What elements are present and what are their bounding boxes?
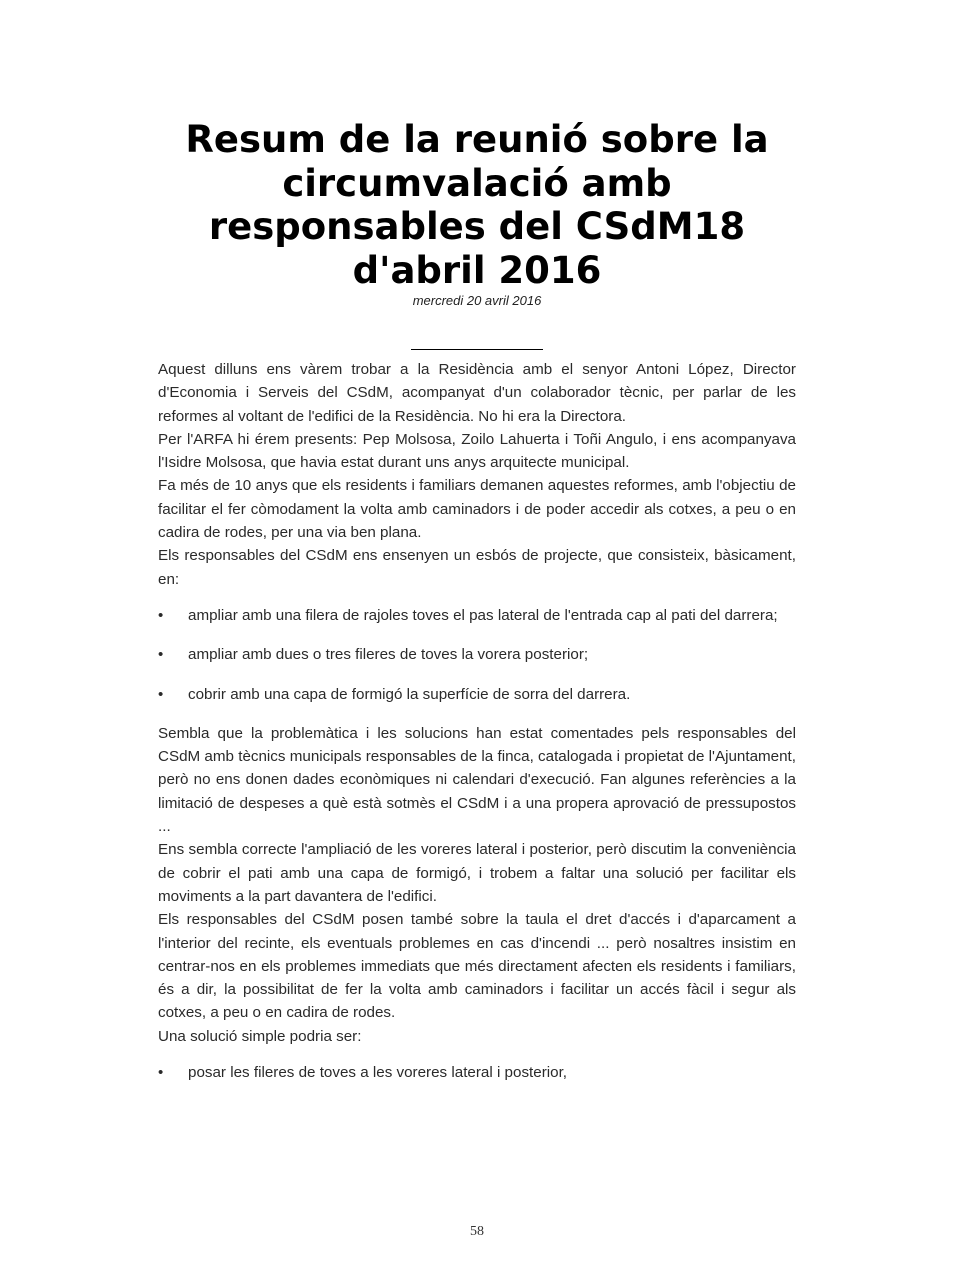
paragraph: Els responsables del CSdM posen també sobre la taula el dret d'accés i d'aparcament a l'interior del recinte, els eventuals problemes en cas d'incendi ... però nosaltres insistim en centrar-nos en els problemes immediats que més directament afecten els residents i familiars, és a dir, la possibilitat de fer la volta amb caminadors i facilitar un accés fàcil i segur als cotxes, a peu o en cadira de rodes.	[158, 911, 796, 1022]
bullet-icon: •	[158, 646, 164, 664]
project-bullet-list	[158, 604, 796, 706]
paragraph: Sembla que la problemàtica i les solucions han estat comentades pels responsables del CSdM amb tècnics municipals responsables de la finca, catalogada i propietat de l'Ajuntament, però no ens donen dades econòmiques ni calendari d'execució. Fan algunes referències a la limitació de despeses a què està sotmès el CSdM i a una propera aprovació de pressupostos ...	[158, 724, 796, 836]
list-item-text: posar les fileres de toves a les voreres lateral i posterior,	[188, 1064, 568, 1082]
paragraph: Per l'ARFA hi érem presents: Pep Molsosa, Zoilo Lahuerta i Toñi Angulo, i ens acompanyava l'Isidre Molsosa, que havia estat durant uns anys arquitecte municipal.	[158, 430, 796, 472]
title-divider	[411, 349, 543, 350]
paragraph: Fa més de 10 anys que els residents i familiars demanen aquestes reformes, amb l'objectiu de facilitar el fer còmodament la volta amb caminadors i de poder accedir als cotxes, a peu o en cadira de rodes, per una via ben plana.	[158, 477, 796, 542]
bullet-icon: •	[158, 606, 164, 624]
article-date: mercredi 20 avril 2016	[412, 293, 542, 308]
paragraph: Ens sembla correcte l'ampliació de les voreres lateral i posterior, però discutim la conveniència de cobrir el pati amb una capa de formigó, i trobem a faltar una solució per facilitar els moviments a la part davantera de l'edifici.	[158, 841, 796, 905]
solution-bullet-list	[158, 1061, 796, 1084]
list-item-text: cobrir amb una capa de formigó la superfície de sorra del darrera.	[188, 685, 631, 703]
article-body	[158, 358, 796, 1084]
list-item	[158, 604, 796, 627]
paragraph: Els responsables del CSdM ens ensenyen un esbós de projecte, que consisteix, bàsicament, en:	[158, 547, 796, 588]
list-item	[158, 643, 796, 666]
paragraph: Una solució simple podria ser:	[158, 1027, 362, 1045]
page-number: 58	[470, 1224, 484, 1239]
list-item-text: ampliar amb una filera de rajoles toves el pas lateral de l'entrada cap al pati del darrera;	[188, 606, 778, 624]
paragraph: Aquest dilluns ens vàrem trobar a la Residència amb el senyor Antoni López, Director d'Economia i Serveis del CSdM, acompanyat d'un colaborador tècnic, per parlar de les reformes al voltant de l'edifici de la Residència. No hi era la Directora.	[158, 361, 796, 425]
list-item	[158, 683, 796, 706]
bullet-icon: •	[158, 685, 164, 703]
bullet-icon: •	[158, 1064, 164, 1082]
list-item-text: ampliar amb dues o tres fileres de toves la vorera posterior;	[188, 646, 589, 664]
page-title: Resum de la reunió sobre la circumvalació amb responsables del CSdM18 d'abril 2016	[185, 118, 769, 292]
list-item	[158, 1061, 796, 1084]
